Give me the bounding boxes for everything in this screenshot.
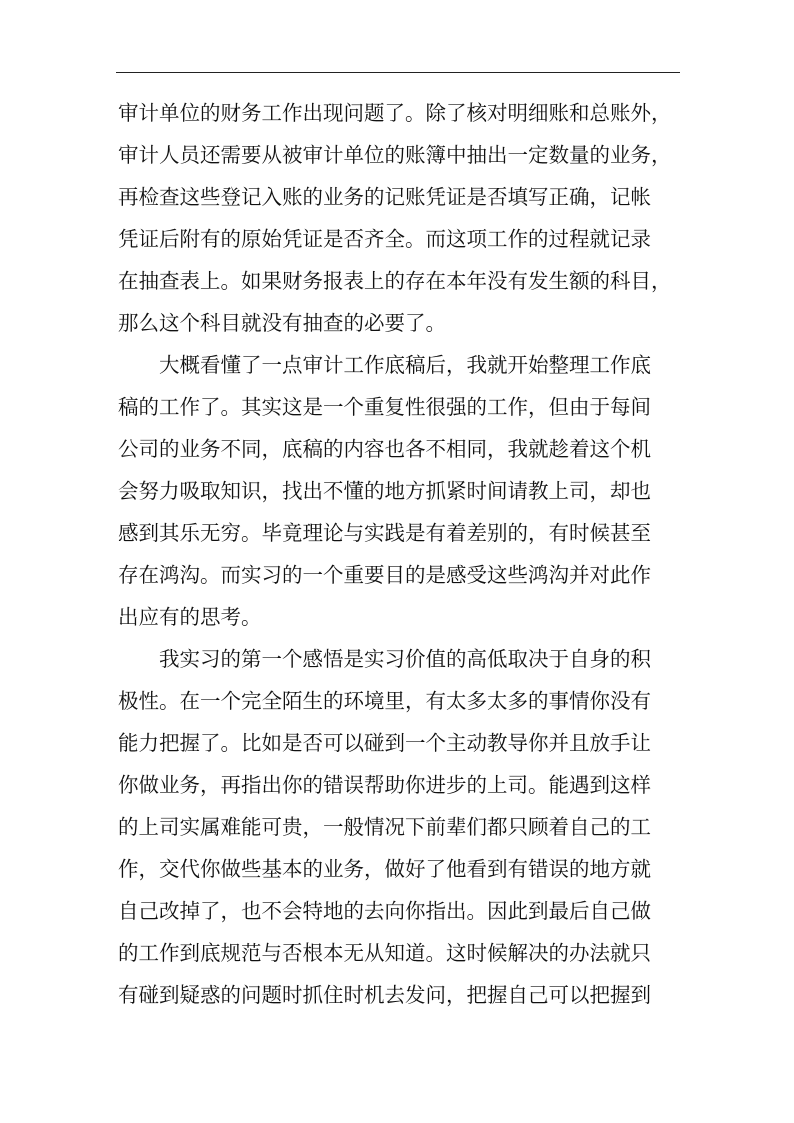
document-body bbox=[118, 92, 680, 1016]
text-line: 能力把握了。比如是否可以碰到一个主动教导你并且放手让 bbox=[118, 731, 651, 755]
text-line: 会努力吸取知识，找出不懂的地方抓紧时间请教上司，却也 bbox=[118, 479, 651, 503]
text-line: 大概看懂了一点审计工作底稿后，我就开始整理工作底 bbox=[159, 353, 651, 377]
text-line: 在抽查表上。如果财务报表上的存在本年没有发生额的科目， bbox=[118, 269, 672, 293]
text-line: 存在鸿沟。而实习的一个重要目的是感受这些鸿沟并对此作 bbox=[118, 563, 651, 587]
text-line: 我实习的第一个感悟是实习价值的高低取决于自身的积 bbox=[159, 647, 651, 671]
text-line: 审计人员还需要从被审计单位的账簿中抽出一定数量的业务， bbox=[118, 143, 672, 167]
text-line: 凭证后附有的原始凭证是否齐全。而这项工作的过程就记录 bbox=[118, 227, 651, 251]
text-line: 公司的业务不同，底稿的内容也各不相同，我就趁着这个机 bbox=[118, 437, 651, 461]
text-line: 出应有的思考。 bbox=[118, 605, 262, 629]
text-line: 你做业务，再指出你的错误帮助你进步的上司。能遇到这样 bbox=[118, 773, 651, 797]
text-line: 稿的工作了。其实这是一个重复性很强的工作，但由于每间 bbox=[118, 395, 651, 419]
text-line: 极性。在一个完全陌生的环境里，有太多太多的事情你没有 bbox=[118, 689, 651, 713]
text-line: 审计单位的财务工作出现问题了。除了核对明细账和总账外， bbox=[118, 101, 672, 125]
text-line: 那么这个科目就没有抽查的必要了。 bbox=[118, 311, 446, 335]
text-line: 作，交代你做些基本的业务，做好了他看到有错误的地方就 bbox=[118, 857, 651, 881]
text-line: 感到其乐无穷。毕竟理论与实践是有着差别的，有时候甚至 bbox=[118, 521, 651, 545]
text-line: 的上司实属难能可贵，一般情况下前辈们都只顾着自己的工 bbox=[118, 815, 651, 839]
text-line: 的工作到底规范与否根本无从知道。这时候解决的办法就只 bbox=[118, 941, 651, 965]
text-line: 有碰到疑惑的问题时抓住时机去发问，把握自己可以把握到 bbox=[118, 983, 651, 1007]
text-line: 自己改掉了，也不会特地的去向你指出。因此到最后自己做 bbox=[118, 899, 651, 923]
header-rule bbox=[116, 72, 680, 73]
text-line: 再检查这些登记入账的业务的记账凭证是否填写正确，记帐 bbox=[118, 185, 651, 209]
paragraph-2 bbox=[118, 344, 680, 638]
paragraph-1 bbox=[118, 92, 680, 344]
paragraph-3 bbox=[118, 638, 680, 1016]
